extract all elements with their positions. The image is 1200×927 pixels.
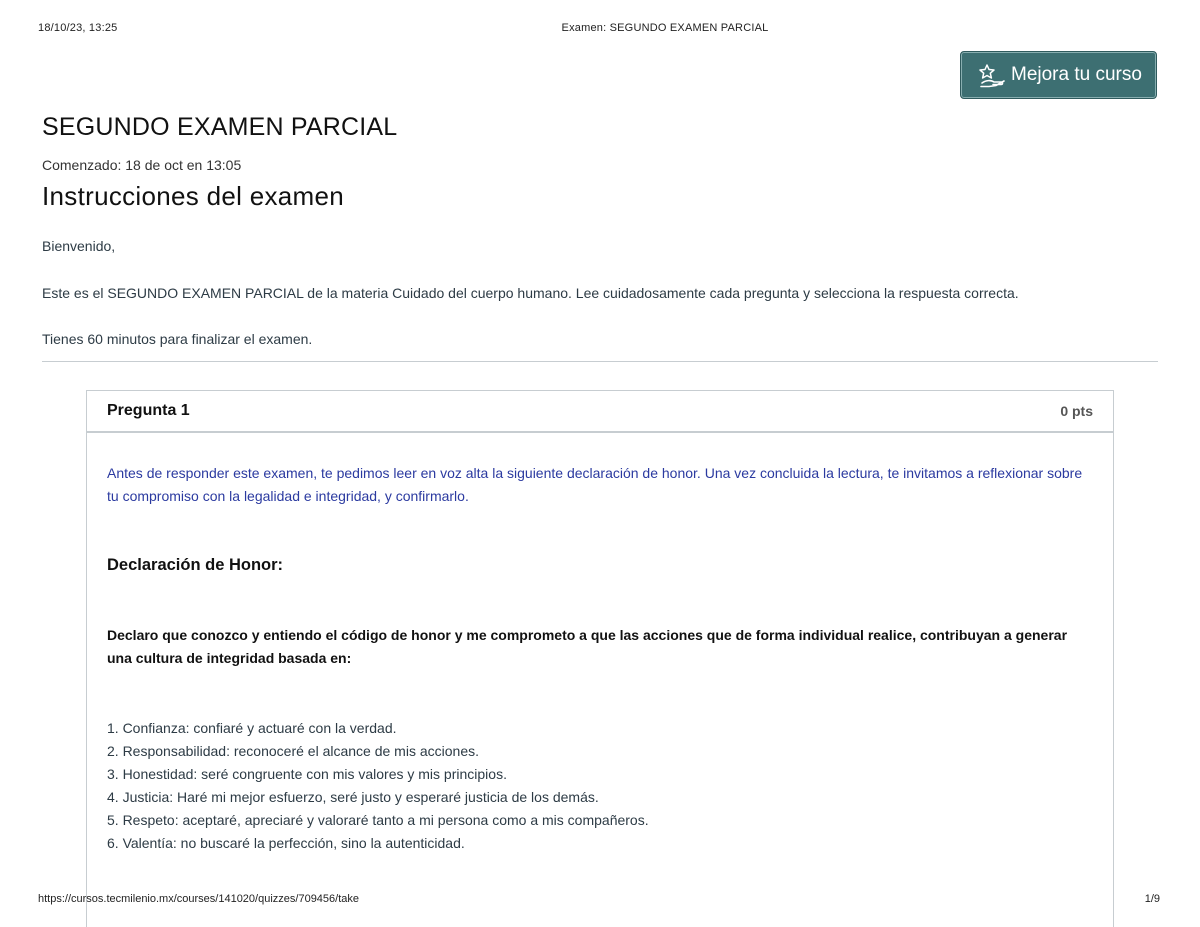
improve-course-icon [979, 61, 1007, 89]
question-header [87, 391, 1113, 433]
question-name: Pregunta 1 [107, 402, 190, 419]
quiz-title: SEGUNDO EXAMEN PARCIAL [42, 113, 398, 141]
improve-course-label: Mejora tu curso [1011, 64, 1142, 85]
print-page-title: Examen: SEGUNDO EXAMEN PARCIAL [561, 22, 769, 34]
list-item: 2. Responsabilidad: reconoceré el alcance de mis acciones. [107, 743, 479, 759]
improve-course-button[interactable] [960, 51, 1157, 99]
honor-heading: Declaración de Honor: [107, 556, 284, 574]
question-card [86, 390, 1114, 927]
section-divider [42, 361, 1158, 362]
instructions-description: Este es el SEGUNDO EXAMEN PARCIAL de la materia Cuidado del cuerpo humano. Lee cuidadosamente cada pregunta y selecciona la respuesta correcta. [42, 285, 1019, 301]
list-item: 1. Confianza: confiaré y actuaré con la verdad. [107, 720, 397, 736]
list-item: 5. Respeto: aceptaré, apreciaré y valoraré tanto a mi persona como a mis compañeros. [107, 812, 649, 828]
instructions-time-limit: Tienes 60 minutos para finalizar el examen. [42, 331, 313, 347]
honor-declaration: Declaro que conozco y entiendo el código de honor y me comprometo a que las acciones que de forma individual realice, contribuyan a generar una cultura de integridad basada en: [107, 627, 1068, 666]
list-item: 4. Justicia: Haré mi mejor esfuerzo, seré justo y esperaré justicia de los demás. [107, 789, 599, 805]
quiz-started-time: Comenzado: 18 de oct en 13:05 [42, 157, 242, 173]
list-item: 3. Honestidad: seré congruente con mis valores y mis principios. [107, 766, 507, 782]
instructions-heading: Instrucciones del examen [42, 181, 345, 211]
print-datetime: 18/10/23, 13:25 [38, 22, 118, 34]
honor-values-list [107, 717, 1093, 855]
instructions-greeting: Bienvenido, [42, 238, 116, 254]
question-points: 0 pts [1060, 403, 1093, 419]
print-page-number: 1/9 [1144, 893, 1160, 905]
print-url: https://cursos.tecmilenio.mx/courses/141020/quizzes/709456/take [38, 893, 360, 905]
question-intro: Antes de responder este examen, te pedimos leer en voz alta la siguiente declaración de honor. Una vez concluida la lectura, te invitamos a reflexionar sobre tu compromiso con la legalidad e integridad, y confirmarlo. [107, 465, 1083, 504]
list-item: 6. Valentía: no buscaré la perfección, sino la autenticidad. [107, 835, 465, 851]
